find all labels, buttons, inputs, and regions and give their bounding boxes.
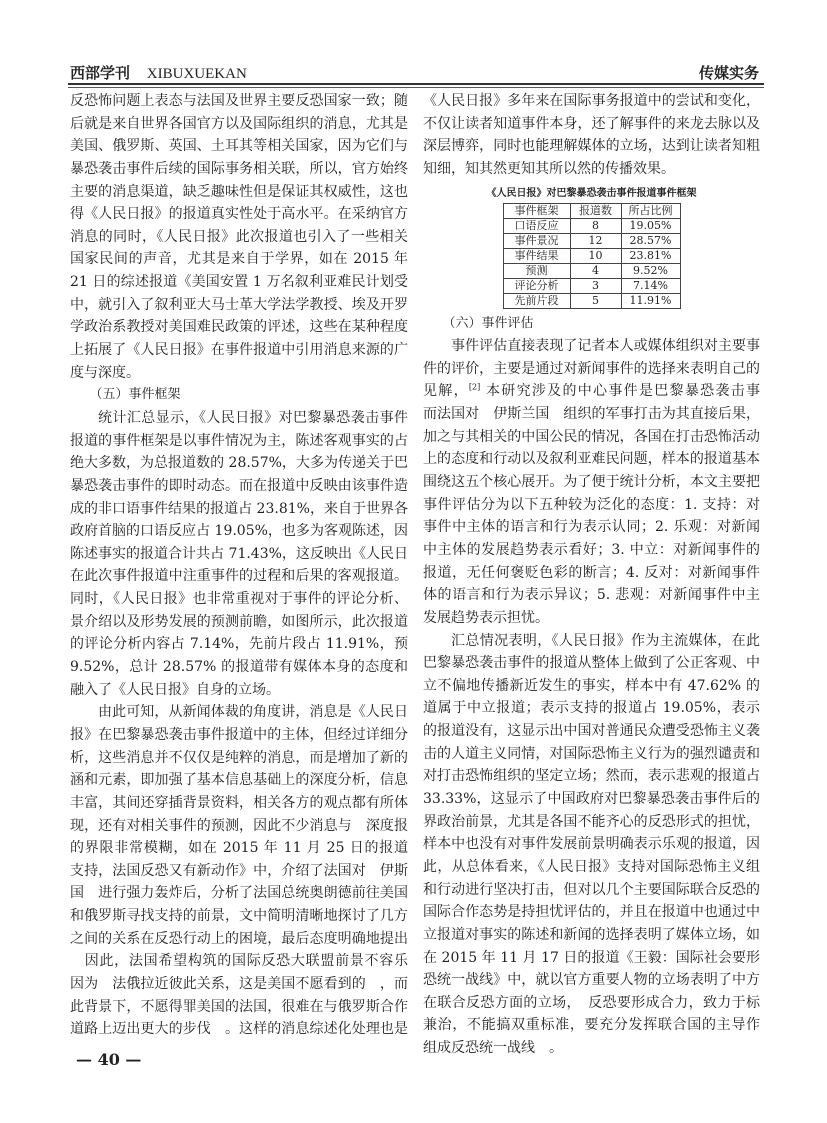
text-line: 道路上迈出更大的步伐 。这样的消息综述化处理也是 bbox=[70, 1021, 408, 1038]
text-fragment: 见解， bbox=[423, 383, 469, 400]
table-cell: 事件景况 bbox=[503, 233, 570, 248]
table-cell: 19.05% bbox=[621, 218, 680, 233]
text-line: 发展趋势表示担忧。 bbox=[423, 609, 549, 626]
text-line: 上的态度和行动以及叙利亚难民问题，样本的报道基本 bbox=[423, 451, 760, 468]
text-line: 景介绍以及形势发展的预测前瞻，如图所示，此次报道 bbox=[70, 613, 408, 630]
text-line: 后就是来自世界各国官方以及国际组织的消息，尤其是 bbox=[70, 115, 408, 132]
text-line: 对打击恐怖组织的坚定立场；然而，表示悲观的报道占 bbox=[423, 768, 760, 785]
table-header-cell: 事件框架 bbox=[503, 203, 570, 218]
section-heading: （五）事件框架 bbox=[89, 387, 181, 403]
text-line: 得《人民日报》的报道真实性处于高水平。在采纳官方 bbox=[70, 206, 408, 223]
text-line: 深层博弈，同时也能理解媒体的立场，达到让读者知粗 bbox=[423, 138, 760, 155]
text-line: 事件评估分为以下五种较为泛化的态度：1. 支持：对 bbox=[423, 496, 760, 513]
table-cell: 7.14% bbox=[621, 278, 680, 293]
text-line: 件的评价，主要是通过对新闻事件的选择来表明自己的 bbox=[423, 360, 760, 377]
text-line: 中主体的发展趋势表示看好；3. 中立：对新闻事件的 bbox=[423, 541, 760, 558]
text-line: 事件评估直接表现了记者本人或媒体组织对主要事 bbox=[451, 338, 760, 355]
table-row bbox=[503, 218, 680, 233]
table-row bbox=[503, 278, 680, 293]
text-line: 33.33%，这显示了中国政府对巴黎暴恐袭击事件后的 bbox=[423, 791, 760, 808]
text-line: 析，这些消息并不仅仅是纯粹的消息，而是增加了新的 bbox=[70, 749, 408, 766]
header-rule-thick bbox=[68, 83, 764, 85]
text-line: 不仅让读者知道事件本身，还了解事件的来龙去脉以及 bbox=[423, 115, 760, 132]
text-line: 事件中主体的语言和行为表示认同；2. 乐观：对新闻 bbox=[423, 519, 760, 536]
table-cell: 3 bbox=[570, 278, 621, 293]
table-row bbox=[503, 293, 680, 308]
text-line: 巴黎暴恐袭击事件的报道从整体上做到了公正客观、中 bbox=[423, 655, 760, 672]
text-line: 上拓展了《人民日报》在事件报道中引用消息来源的广 bbox=[70, 342, 408, 359]
text-line: 和行动进行坚决打击，但对以几个主要国际联合反恐的 bbox=[423, 881, 760, 898]
text-line: 《人民日报》多年来在国际事务报道中的尝试和变化， bbox=[423, 93, 760, 109]
text-line: 样本中也没有对事件发展前景明确表示乐观的报道，因 bbox=[423, 836, 760, 853]
text-line: 美国、俄罗斯、英国、土耳其等相关国家，因为它们与 bbox=[70, 138, 408, 155]
table-cell: 口语反应 bbox=[503, 218, 570, 233]
text-line: 同时，《人民日报》也非常重视对于事件的评论分析、 bbox=[70, 591, 408, 608]
event-frame-table bbox=[503, 203, 681, 309]
text-line: 现，还有对相关事件的预测，因此不少消息与 深度报 bbox=[70, 817, 408, 834]
paragraph bbox=[423, 630, 760, 1060]
text-line: 和俄罗斯寻找支持的前景，文中简明清晰地探讨了几方 bbox=[70, 908, 408, 925]
table-cell: 10 bbox=[570, 248, 621, 263]
running-header-journal bbox=[70, 62, 247, 83]
text-line: 由此可知，从新闻体裁的角度讲，消息是《人民日 bbox=[98, 704, 408, 721]
text-line: 暴恐袭击事件后续的国际事务相关联，所以，官方始终 bbox=[70, 160, 408, 177]
text-line: 立报道对事实的陈述和新闻的选择表明了媒体立场，如 bbox=[423, 926, 760, 943]
text-line: 主要的消息渠道，缺乏趣味性但是保证其权威性，这也 bbox=[70, 183, 408, 200]
text-line: 9.52%，总计 28.57% 的报道带有媒体本身的态度和 bbox=[70, 659, 408, 676]
table-figure bbox=[423, 185, 760, 309]
table-cell: 先前片段 bbox=[503, 293, 570, 308]
text-line: 度与深度。 bbox=[70, 364, 140, 381]
text-line: 因此，法国希望构筑的国际反恐大联盟前景不容乐 bbox=[84, 953, 408, 970]
text-line: 知细，知其然更知其所以然的传播效果。 bbox=[423, 160, 675, 177]
text-line: 此，从总体看来，《人民日报》支持对国际恐怖主义组 bbox=[423, 858, 760, 875]
paragraph bbox=[423, 90, 760, 181]
text-line: 击的人道主义同情，对国际恐怖主义行为的强烈谴责和 bbox=[423, 745, 760, 762]
table-cell: 预测 bbox=[503, 263, 570, 278]
text-line: 在此次事件报道中注重事件的过程和后果的客观报道。 bbox=[70, 568, 408, 585]
text-line: 国家民间的声音，尤其是来自于学界，如在 2015 年 bbox=[70, 251, 408, 268]
text-line: 绝大多数，为总报道数的 28.57%，大多为传递关于巴 bbox=[70, 455, 408, 472]
text-line: 界政治前景，尤其是各国不能齐心的反恐形式的担忧， bbox=[423, 813, 760, 830]
text-line: 加之与其相关的中国公民的情况，各国在打击恐怖活动 bbox=[423, 428, 760, 445]
text-line: 组成反恐统一战线 。 bbox=[423, 1040, 563, 1057]
table-header-row bbox=[503, 203, 680, 218]
paragraph bbox=[70, 407, 408, 701]
paragraph bbox=[423, 335, 760, 629]
text-line: 消息的同时，《人民日报》此次报道也引入了一些相关 bbox=[70, 228, 408, 245]
header-rule-thin bbox=[68, 87, 764, 88]
text-line: 体的语言和行为表示异议；5. 悲观：对新闻事件中主 bbox=[423, 587, 760, 604]
table-header-cell: 所占比例 bbox=[621, 203, 680, 218]
text-line: 汇总情况表明，《人民日报》作为主流媒体，在此 bbox=[451, 632, 760, 649]
section-heading: （六）事件评估 bbox=[442, 315, 534, 331]
table-header-cell: 报道数 bbox=[570, 203, 621, 218]
text-line: 报道，无任何褒贬色彩的断言；4. 反对：对新闻事件 bbox=[423, 564, 760, 581]
text-line: 融入了《人民日报》自身的立场。 bbox=[70, 681, 280, 698]
text-line: 成的非口语事件结果的报道占 23.81%，来自于世界各 bbox=[70, 500, 408, 517]
page-number: — 40 — bbox=[76, 1050, 142, 1069]
text-line: 21 日的综述报道《美国安置 1 万名叙利亚难民计划受 bbox=[70, 274, 408, 291]
text-line: 政府首脑的口语反应占 19.05%，也多为客观陈述，因 bbox=[70, 523, 408, 540]
text-line bbox=[423, 380, 760, 403]
table-cell: 11.91% bbox=[621, 293, 680, 308]
text-fragment: 本研究涉及的中心事件是巴黎暴恐袭击事 bbox=[485, 383, 760, 400]
table-row bbox=[503, 248, 680, 263]
text-line: 的报道没有，这显示出中国对普通民众遭受恐怖主义袭 bbox=[423, 723, 760, 740]
table-cell: 9.52% bbox=[621, 263, 680, 278]
table-cell: 评论分析 bbox=[503, 278, 570, 293]
text-line: 国际合作态势是持担忧评估的，并且在报道中也通过中 bbox=[423, 904, 760, 921]
text-line: 而法国对 伊斯兰国 组织的军事打击为其直接后果， bbox=[423, 406, 760, 423]
table-cell: 5 bbox=[570, 293, 621, 308]
text-line: 的界限非常模糊，如在 2015 年 11 月 25 日的报道 bbox=[70, 840, 408, 857]
table-cell: 4 bbox=[570, 263, 621, 278]
paragraph bbox=[70, 90, 408, 384]
right-column bbox=[423, 90, 760, 1060]
text-line: 报》在巴黎暴恐袭击事件报道中的主体，但经过详细分 bbox=[70, 726, 408, 743]
table-caption: 《人民日报》对巴黎暴恐袭击事件报道事件框架 bbox=[486, 187, 697, 199]
text-line: 因为 法俄拉近彼此关系，这是美国不愿看到的 ，而 bbox=[70, 975, 408, 992]
text-line: 之间的关系在反恐行动上的困境，最后态度明确地提出 bbox=[70, 930, 408, 947]
text-line: 涵和元素，即加强了基本信息基础上的深度分析，信息 bbox=[70, 772, 408, 789]
text-line: 学政治系教授对美国难民政策的评述，这些在某种程度 bbox=[70, 319, 408, 336]
journal-name-en: XIBUXUEKAN bbox=[146, 66, 247, 82]
text-line: 立不偏地传播新近发生的事实，样本中有 47.62% 的 bbox=[423, 677, 760, 694]
text-line: 的评论分析内容占 7.14%，先前片段占 11.91%，预 bbox=[70, 636, 408, 653]
text-line: 道属于中立报道；表示支持的报道占 19.05%，表示 bbox=[423, 700, 760, 717]
table-row bbox=[503, 263, 680, 278]
section-name: 传媒实务 bbox=[698, 64, 759, 82]
paragraph bbox=[70, 701, 408, 1041]
text-line: 在 2015 年 11 月 17 日的报道《王毅：国际社会要形 bbox=[423, 949, 760, 966]
text-line: 兼治，不能搞双重标准，要充分发挥联合国的主导作 bbox=[423, 1017, 760, 1034]
table-cell: 事件结果 bbox=[503, 248, 570, 263]
text-line: 中，就引入了叙利亚大马士革大学法学教授、埃及开罗 bbox=[70, 296, 408, 313]
text-line: 围绕这五个核心展开。为了便于统计分析，本文主要把 bbox=[423, 474, 760, 491]
table-cell: 8 bbox=[570, 218, 621, 233]
text-line: 国 进行强力轰炸后，分析了法国总统奥朗德前往美国 bbox=[70, 885, 408, 902]
text-line: 报道的事件框架是以事件情况为主，陈述客观事实的占 bbox=[70, 432, 408, 449]
table-cell: 28.57% bbox=[621, 233, 680, 248]
text-line: 丰富，其间还穿插背景资料，相关各方的观点都有所体 bbox=[70, 794, 408, 811]
text-line: 在联合反恐方面的立场， 反恐要形成合力，致力于标 bbox=[423, 994, 760, 1011]
text-line: 暴恐袭击事件的即时动态。而在报道中反映由该事件造 bbox=[70, 477, 408, 494]
left-column bbox=[70, 90, 408, 1041]
text-line: 反恐怖问题上表态与法国及世界主要反恐国家一致；随 bbox=[70, 93, 408, 109]
journal-name-cn: 西部学刊 bbox=[70, 64, 131, 82]
table-cell: 23.81% bbox=[621, 248, 680, 263]
text-line: 支持，法国反恐又有新动作》中，介绍了法国对 伊斯 bbox=[70, 862, 408, 879]
table-cell: 12 bbox=[570, 233, 621, 248]
text-line: 恐统一战线》中，就以官方重要人物的立场表明了中方 bbox=[423, 972, 760, 989]
text-line: 统计汇总显示，《人民日报》对巴黎暴恐袭击事件 bbox=[98, 409, 408, 426]
text-line: 陈述事实的报道合计共占 71.43%，这反映出《人民日 bbox=[70, 545, 408, 562]
citation-ref: [2] bbox=[468, 382, 481, 392]
text-line: 此背景下，不愿得罪美国的法国，很难在与俄罗斯合作 bbox=[70, 998, 408, 1015]
table-row bbox=[503, 233, 680, 248]
